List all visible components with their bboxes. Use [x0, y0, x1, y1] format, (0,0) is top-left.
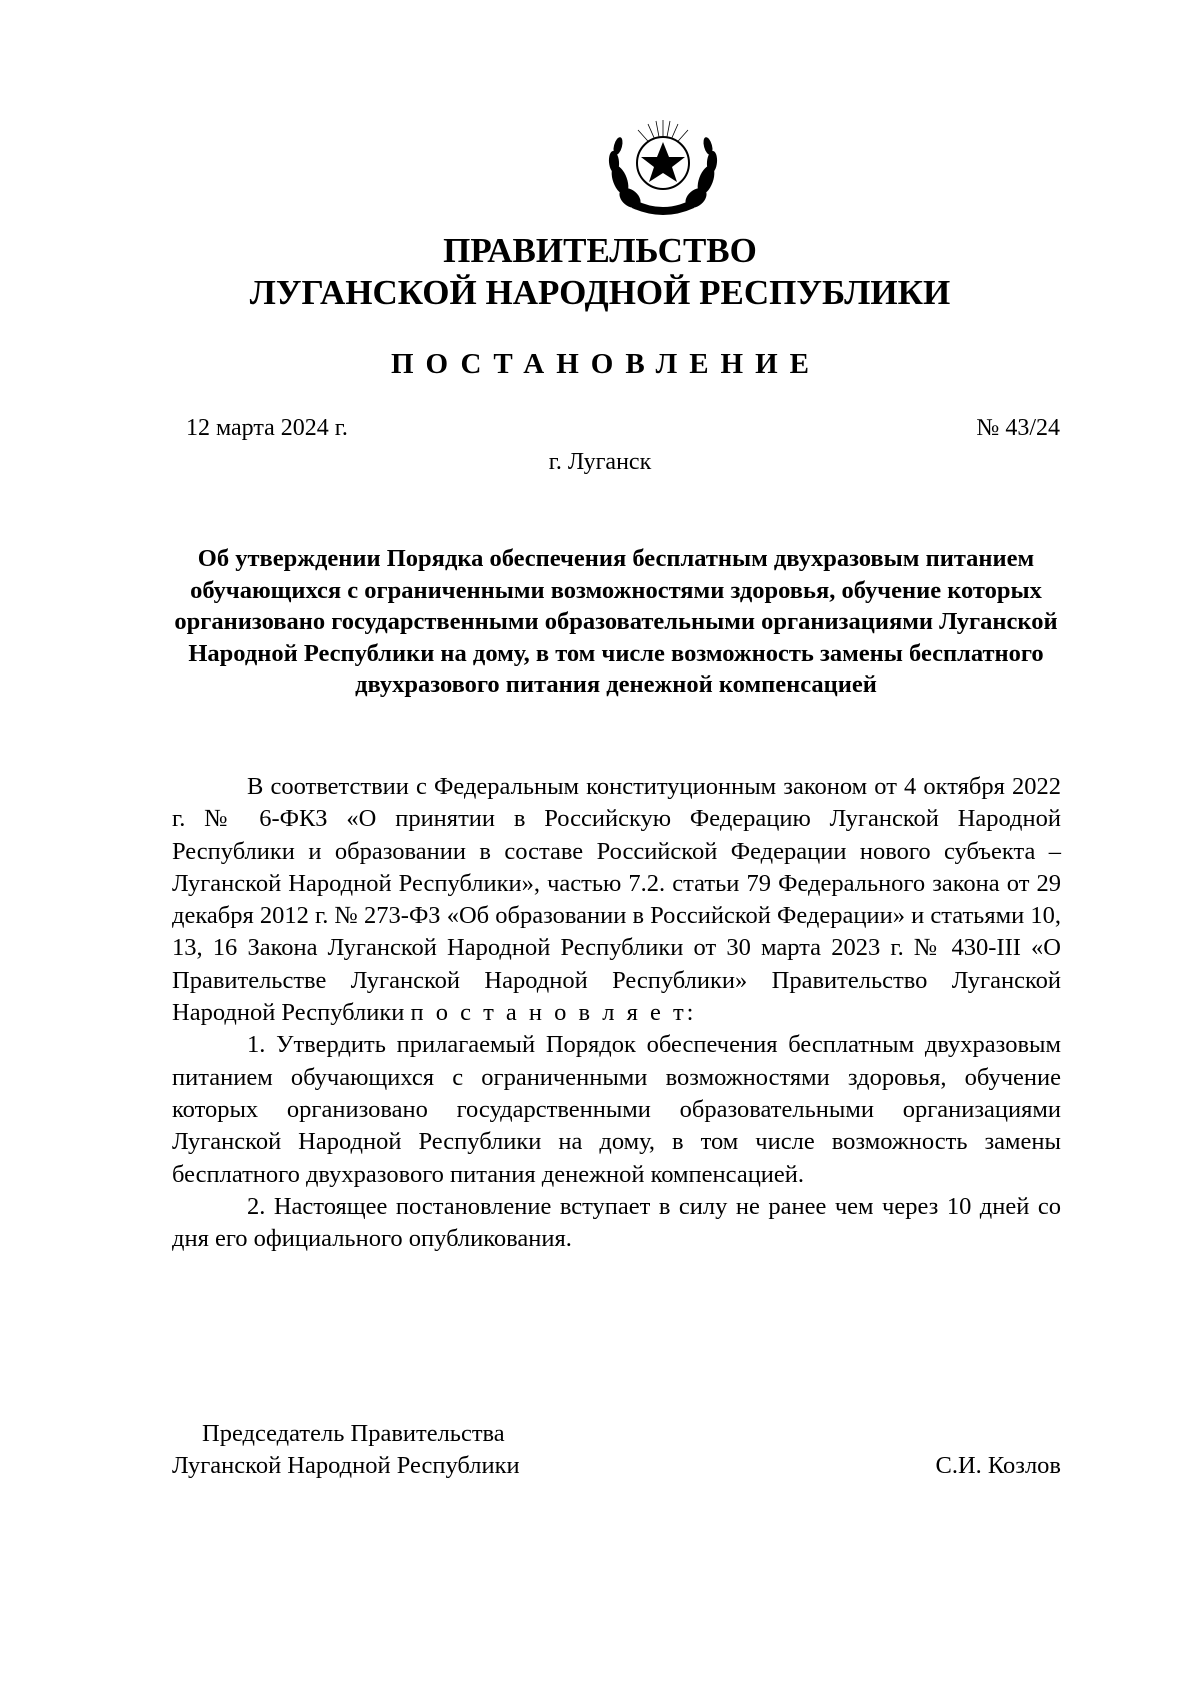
document-subject: Об утверждении Порядка обеспечения бесплатным двухразовым питанием обучающихся с ограниченными возможностями здоровья, обучение которых организовано государственными образовательными организациями Луганской Народной Республики на дому, в том числе возможность замены бесплатного двухразового питания денежной компенсацией	[174, 545, 1058, 698]
government-title-line1: ПРАВИТЕЛЬСТВО	[443, 231, 757, 270]
document-city: г. Луганск	[548, 449, 652, 475]
document-type: ПОСТАНОВЛЕНИЕ	[390, 348, 821, 380]
preamble-text: В соответствии с Федеральным конституционным законом от 4 октября 2022 г. № 6-ФКЗ «О принятии в Российскую Федерацию Луганской Народной Республики и образовании в составе Российской Федерации нового субъекта – Луганской Народной Республики», частью 7.2. статьи 79 Федерального закона от 29 декабря 2012 г. № 273-ФЗ «Об образовании в Российской Федерации» и статьями 10, 13, 16 Закона Луганской Народной Республики от 30 марта 2023 г. № 430-III «О Правительстве Луганской Народной Республики» Правительство Луганской Народной Республики	[172, 773, 1061, 1027]
signature-position-line1: Председатель Правительства	[202, 1420, 505, 1447]
document-date: 12 марта 2024 г.	[186, 415, 348, 441]
signatory-name: С.И. Козлов	[935, 1452, 1061, 1479]
government-title-line2: ЛУГАНСКОЙ НАРОДНОЙ РЕСПУБЛИКИ	[249, 273, 951, 312]
signature-position-line2: Луганской Народной Республики	[172, 1452, 520, 1479]
preamble-paragraph	[172, 771, 1061, 1029]
item-1-paragraph: 1. Утвердить прилагаемый Порядок обеспечения бесплатным двухразовым питанием обучающихся с ограниченными возможностями здоровья, обучение которых организовано государственными образовательными организациями Луганской Народной Республики на дому, в том числе возможность замены бесплатного двухразового питания денежной компенсацией.	[172, 1031, 1061, 1188]
document-body	[172, 771, 1061, 1255]
coat-of-arms-icon	[598, 118, 728, 218]
decree-word: п о с т а н о в л я е т:	[410, 999, 697, 1027]
document-number: № 43/24	[976, 415, 1060, 441]
government-title	[0, 230, 1200, 314]
item-2-paragraph: 2. Настоящее постановление вступает в силу не ранее чем через 10 дней со дня его официального опубликования.	[172, 1192, 1061, 1253]
signature-block	[172, 1418, 1061, 1482]
